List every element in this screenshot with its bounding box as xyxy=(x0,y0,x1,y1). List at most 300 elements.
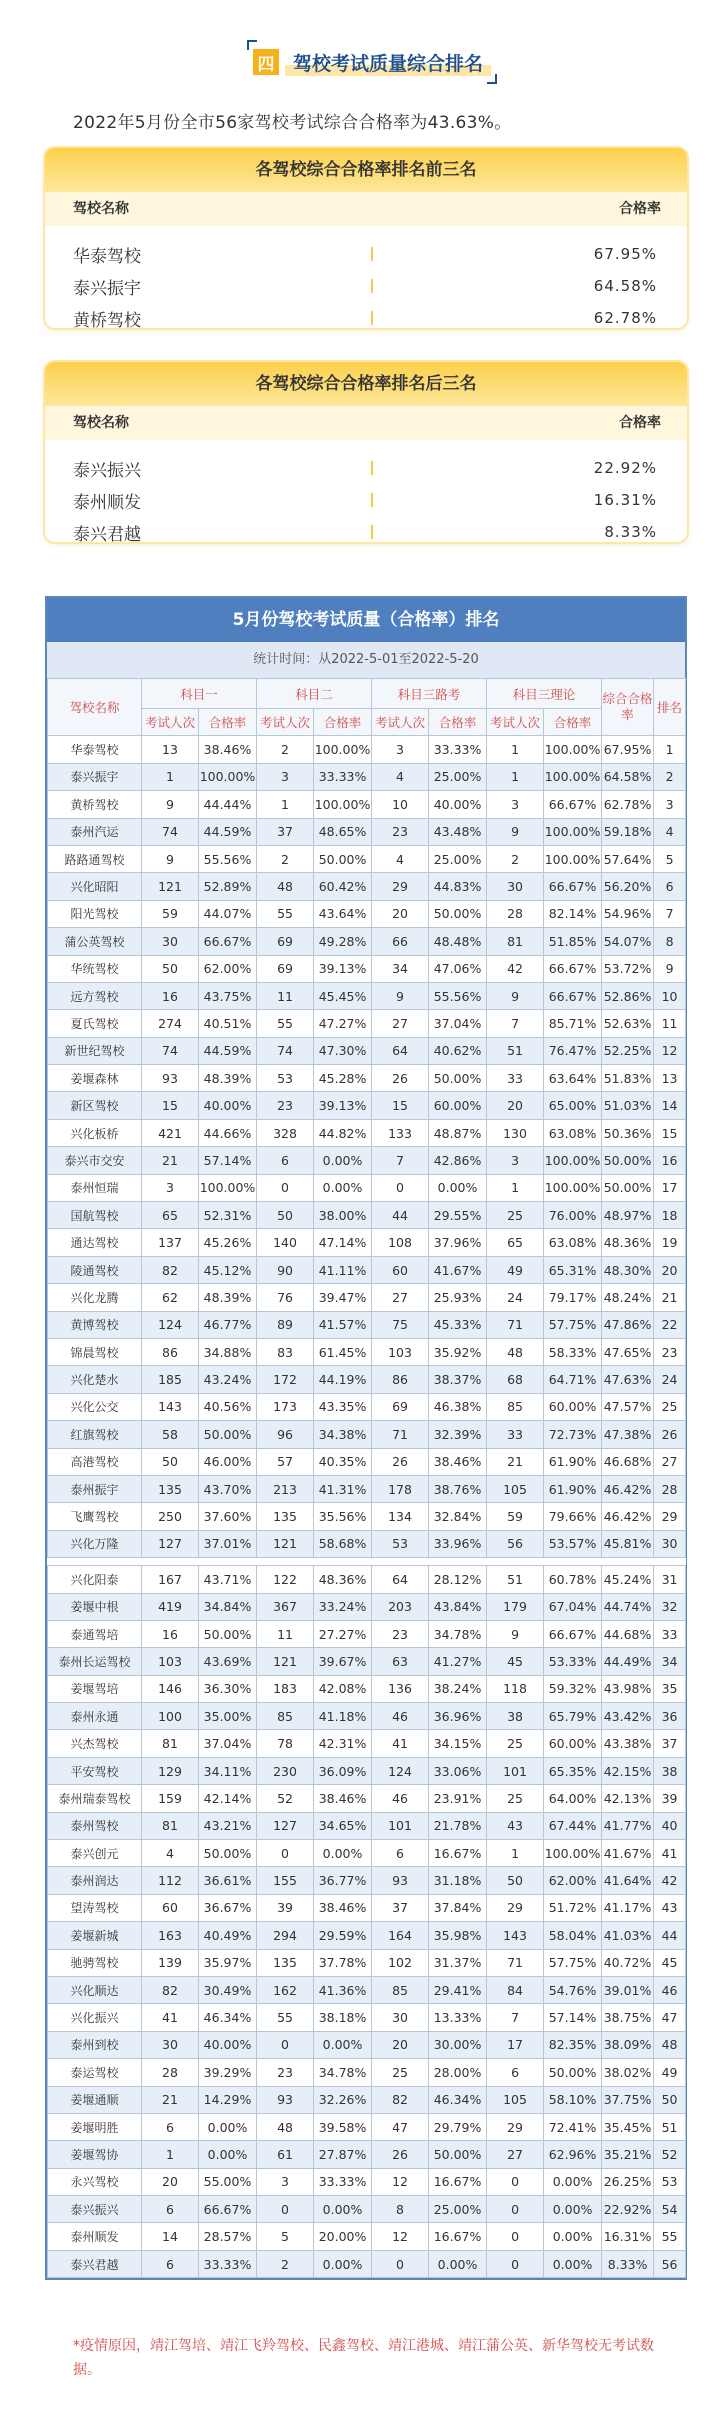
table-gap xyxy=(48,1558,686,1566)
cell-school: 新世纪驾校 xyxy=(48,1037,142,1064)
table-row xyxy=(48,1785,686,1812)
cell-value: 93 xyxy=(372,1867,429,1894)
cell-rank: 41 xyxy=(654,1840,686,1867)
table-row xyxy=(48,1949,686,1976)
cell-value: 105 xyxy=(487,2086,544,2113)
cell-value: 3 xyxy=(487,1147,544,1174)
cell-value: 38.46% xyxy=(314,1785,372,1812)
cell-total: 54.96% xyxy=(602,900,654,927)
cell-value: 50.00% xyxy=(429,2141,487,2168)
cell-total: 46.42% xyxy=(602,1475,654,1502)
cell-value: 159 xyxy=(142,1785,199,1812)
cell-value: 100.00% xyxy=(544,845,602,872)
pass-rate: 22.92% xyxy=(593,459,657,477)
cell-value: 65.00% xyxy=(544,1092,602,1119)
cell-value: 71 xyxy=(487,1949,544,1976)
cell-value: 89 xyxy=(257,1311,314,1338)
cell-value: 36.77% xyxy=(314,1867,372,1894)
cell-value: 43.69% xyxy=(199,1648,257,1675)
cell-value: 72.41% xyxy=(544,2113,602,2140)
cell-school: 姜堰驾培 xyxy=(48,1675,142,1702)
cell-value: 33.33% xyxy=(429,736,487,763)
cell-value: 12 xyxy=(372,2223,429,2250)
footnote: *疫情原因，靖江驾培、靖江飞羚驾校、民鑫驾校、靖江港城、靖江蒲公英、新华驾校无考试数据。 xyxy=(73,2338,654,2378)
cell-value: 40.49% xyxy=(199,1922,257,1949)
cell-value: 2 xyxy=(257,845,314,872)
cell-value: 47.30% xyxy=(314,1037,372,1064)
cell-value: 64 xyxy=(372,1037,429,1064)
cell-value: 45.45% xyxy=(314,982,372,1009)
cell-total: 47.86% xyxy=(602,1311,654,1338)
cell-value: 100.00% xyxy=(544,763,602,790)
cell-value: 57 xyxy=(257,1448,314,1475)
table-row xyxy=(48,955,686,982)
cell-school: 姜堰明胜 xyxy=(48,2113,142,2140)
cell-value: 82.14% xyxy=(544,900,602,927)
cell-total: 48.24% xyxy=(602,1284,654,1311)
cell-school: 泰通驾培 xyxy=(48,1620,142,1647)
cell-value: 4 xyxy=(372,763,429,790)
cell-value: 39.47% xyxy=(314,1284,372,1311)
cell-value: 66.67% xyxy=(544,791,602,818)
cell-value: 42.86% xyxy=(429,1147,487,1174)
cell-value: 64.71% xyxy=(544,1366,602,1393)
bottom3-list xyxy=(45,440,687,542)
cell-value: 57.75% xyxy=(544,1311,602,1338)
cell-total: 41.64% xyxy=(602,1867,654,1894)
cell-value: 69 xyxy=(257,955,314,982)
cell-value: 39.13% xyxy=(314,955,372,982)
cell-value: 38.24% xyxy=(429,1675,487,1702)
cell-total: 42.15% xyxy=(602,1757,654,1784)
cell-rank: 5 xyxy=(654,845,686,872)
cell-value: 41.67% xyxy=(429,1256,487,1283)
cell-school: 黄博驾校 xyxy=(48,1311,142,1338)
cell-rank: 37 xyxy=(654,1730,686,1757)
cell-value: 58.33% xyxy=(544,1338,602,1365)
cell-value: 32.26% xyxy=(314,2086,372,2113)
cell-total: 52.63% xyxy=(602,1010,654,1037)
cell-value: 25 xyxy=(487,1202,544,1229)
cell-school: 泰州永通 xyxy=(48,1703,142,1730)
table-row xyxy=(48,1867,686,1894)
cell-value: 121 xyxy=(142,873,199,900)
cell-value: 20 xyxy=(487,1092,544,1119)
cell-rank: 3 xyxy=(654,791,686,818)
cell-value: 143 xyxy=(142,1393,199,1420)
cell-value: 45.12% xyxy=(199,1256,257,1283)
cell-value: 35.00% xyxy=(199,1703,257,1730)
cell-value: 48.36% xyxy=(314,1566,372,1593)
cell-value: 2 xyxy=(257,2250,314,2277)
cell-value: 11 xyxy=(257,1620,314,1647)
cell-value: 48.48% xyxy=(429,928,487,955)
cell-value: 43.75% xyxy=(199,982,257,1009)
cell-value: 4 xyxy=(372,845,429,872)
cell-value: 27.87% xyxy=(314,2141,372,2168)
table-row xyxy=(48,1593,686,1620)
cell-value: 0 xyxy=(372,2250,429,2277)
cell-rank: 29 xyxy=(654,1503,686,1530)
cell-value: 30 xyxy=(372,2004,429,2031)
cell-total: 41.17% xyxy=(602,1894,654,1921)
cell-value: 5 xyxy=(257,2223,314,2250)
cell-total: 44.68% xyxy=(602,1620,654,1647)
cell-value: 250 xyxy=(142,1503,199,1530)
cell-value: 33.96% xyxy=(429,1530,487,1557)
table-row xyxy=(48,791,686,818)
cell-rank: 40 xyxy=(654,1812,686,1839)
cell-school: 兴化振兴 xyxy=(48,2004,142,2031)
cell-school: 泰州到校 xyxy=(48,2031,142,2058)
cell-value: 41 xyxy=(372,1730,429,1757)
cell-value: 40.00% xyxy=(199,2031,257,2058)
cell-school: 泰州长运驾校 xyxy=(48,1648,142,1675)
cell-value: 11 xyxy=(257,982,314,1009)
cell-value: 44.07% xyxy=(199,900,257,927)
cell-school: 锦晨驾校 xyxy=(48,1338,142,1365)
cell-school: 飞鹰驾校 xyxy=(48,1503,142,1530)
cell-total: 35.21% xyxy=(602,2141,654,2168)
th-k4: 科目三理论 xyxy=(487,679,602,709)
cell-value: 36.09% xyxy=(314,1757,372,1784)
cell-value: 21.78% xyxy=(429,1812,487,1839)
cell-value: 29.79% xyxy=(429,2113,487,2140)
cell-value: 63.08% xyxy=(544,1119,602,1146)
cell-value: 62.00% xyxy=(199,955,257,982)
cell-value: 127 xyxy=(257,1812,314,1839)
cell-value: 9 xyxy=(487,1620,544,1647)
cell-value: 1 xyxy=(142,2141,199,2168)
cell-total: 47.65% xyxy=(602,1338,654,1365)
cell-school: 永兴驾校 xyxy=(48,2168,142,2195)
cell-value: 63.64% xyxy=(544,1065,602,1092)
table-row xyxy=(48,2250,686,2277)
cell-total: 45.24% xyxy=(602,1566,654,1593)
cell-value: 50 xyxy=(487,1867,544,1894)
cell-value: 6 xyxy=(142,2250,199,2277)
table-row xyxy=(48,1119,686,1146)
cell-rank: 4 xyxy=(654,818,686,845)
cell-school: 夏氏驾校 xyxy=(48,1010,142,1037)
cell-value: 81 xyxy=(142,1730,199,1757)
cell-value: 34.78% xyxy=(314,2059,372,2086)
cell-total: 59.18% xyxy=(602,818,654,845)
cell-total: 44.74% xyxy=(602,1593,654,1620)
table-row xyxy=(48,845,686,872)
cell-rank: 56 xyxy=(654,2250,686,2277)
cell-value: 23 xyxy=(372,818,429,845)
cell-value: 66 xyxy=(372,928,429,955)
cell-value: 28.57% xyxy=(199,2223,257,2250)
cell-value: 39 xyxy=(257,1894,314,1921)
table-row xyxy=(48,1037,686,1064)
cell-school: 阳光驾校 xyxy=(48,900,142,927)
cell-value: 9 xyxy=(142,791,199,818)
table-row xyxy=(48,2168,686,2195)
cell-value: 45.28% xyxy=(314,1065,372,1092)
cell-school: 通达驾校 xyxy=(48,1229,142,1256)
cell-value: 100.00% xyxy=(544,736,602,763)
cell-value: 74 xyxy=(257,1037,314,1064)
section-title: 驾校考试质量综合排名 xyxy=(285,49,491,76)
th-cnt: 考试人次 xyxy=(372,709,429,736)
cell-total: 26.25% xyxy=(602,2168,654,2195)
cell-value: 67.04% xyxy=(544,1593,602,1620)
cell-value: 101 xyxy=(372,1812,429,1839)
cell-value: 43.24% xyxy=(199,1366,257,1393)
cell-value: 38.46% xyxy=(429,1448,487,1475)
cell-value: 40.51% xyxy=(199,1010,257,1037)
cell-value: 124 xyxy=(142,1311,199,1338)
cell-value: 102 xyxy=(372,1949,429,1976)
th-cnt: 考试人次 xyxy=(257,709,314,736)
cell-value: 34.65% xyxy=(314,1812,372,1839)
cell-value: 2 xyxy=(257,736,314,763)
cell-value: 100.00% xyxy=(544,1147,602,1174)
cell-value: 96 xyxy=(257,1421,314,1448)
cell-total: 38.75% xyxy=(602,2004,654,2031)
cell-rank: 35 xyxy=(654,1675,686,1702)
table-row xyxy=(48,1065,686,1092)
cell-school: 路路通驾校 xyxy=(48,845,142,872)
cell-value: 46 xyxy=(372,1785,429,1812)
cell-value: 43.84% xyxy=(429,1593,487,1620)
cell-school: 驰骋驾校 xyxy=(48,1949,142,1976)
cell-value: 34.84% xyxy=(199,1593,257,1620)
cell-value: 53 xyxy=(257,1065,314,1092)
cell-value: 0.00% xyxy=(314,1147,372,1174)
cell-value: 82.35% xyxy=(544,2031,602,2058)
cell-value: 25.00% xyxy=(429,763,487,790)
cell-value: 50.00% xyxy=(429,1065,487,1092)
cell-school: 陵通驾校 xyxy=(48,1256,142,1283)
cell-value: 50.00% xyxy=(314,845,372,872)
cell-value: 86 xyxy=(372,1366,429,1393)
col-rate: 合格率 xyxy=(619,415,661,431)
cell-value: 26 xyxy=(372,2141,429,2168)
table-row xyxy=(48,1922,686,1949)
cell-value: 178 xyxy=(372,1475,429,1502)
cell-total: 45.81% xyxy=(602,1530,654,1557)
table-row xyxy=(48,2141,686,2168)
cell-value: 66.67% xyxy=(544,873,602,900)
cell-value: 46.77% xyxy=(199,1311,257,1338)
table-row xyxy=(48,1894,686,1921)
cell-school: 泰运驾校 xyxy=(48,2059,142,2086)
cell-value: 38.37% xyxy=(429,1366,487,1393)
cell-value: 33.33% xyxy=(199,2250,257,2277)
cell-value: 23 xyxy=(257,2059,314,2086)
cell-rank: 54 xyxy=(654,2196,686,2223)
cell-value: 66.67% xyxy=(199,2196,257,2223)
cell-total: 52.86% xyxy=(602,982,654,1009)
table-row xyxy=(48,1648,686,1675)
pass-rate: 67.95% xyxy=(593,245,657,263)
cell-school: 远方驾校 xyxy=(48,982,142,1009)
cell-value: 20 xyxy=(372,900,429,927)
cell-value: 130 xyxy=(487,1119,544,1146)
cell-total: 38.09% xyxy=(602,2031,654,2058)
cell-value: 44 xyxy=(372,1202,429,1229)
cell-value: 49 xyxy=(487,1256,544,1283)
pass-rate: 64.58% xyxy=(593,277,657,295)
cell-value: 55.00% xyxy=(199,2168,257,2195)
cell-value: 328 xyxy=(257,1119,314,1146)
divider xyxy=(371,279,373,293)
cell-school: 泰州驾校 xyxy=(48,1812,142,1839)
cell-value: 20 xyxy=(142,2168,199,2195)
col-name: 驾校名称 xyxy=(73,201,129,217)
cell-value: 59 xyxy=(487,1503,544,1530)
cell-value: 294 xyxy=(257,1922,314,1949)
cell-value: 43.70% xyxy=(199,1475,257,1502)
cell-total: 53.72% xyxy=(602,955,654,982)
cell-value: 35.92% xyxy=(429,1338,487,1365)
bottom3-header xyxy=(45,406,687,440)
cell-rank: 22 xyxy=(654,1311,686,1338)
corner-decoration-icon xyxy=(247,40,257,50)
cell-value: 51.85% xyxy=(544,928,602,955)
cell-value: 7 xyxy=(372,1147,429,1174)
table-row xyxy=(48,873,686,900)
cell-value: 61 xyxy=(257,2141,314,2168)
cell-rank: 53 xyxy=(654,2168,686,2195)
cell-value: 146 xyxy=(142,1675,199,1702)
divider xyxy=(371,311,373,325)
cell-rank: 1 xyxy=(654,736,686,763)
cell-value: 62 xyxy=(142,1284,199,1311)
cell-value: 9 xyxy=(487,982,544,1009)
cell-value: 62.96% xyxy=(544,2141,602,2168)
cell-value: 31.18% xyxy=(429,1867,487,1894)
cell-total: 47.57% xyxy=(602,1393,654,1420)
cell-value: 37.04% xyxy=(429,1010,487,1037)
cell-value: 52.89% xyxy=(199,873,257,900)
cell-value: 41.36% xyxy=(314,1976,372,2003)
cell-value: 74 xyxy=(142,818,199,845)
cell-value: 4 xyxy=(142,1840,199,1867)
cell-total: 43.42% xyxy=(602,1703,654,1730)
cell-rank: 11 xyxy=(654,1010,686,1037)
cell-total: 50.36% xyxy=(602,1119,654,1146)
corner-decoration-icon xyxy=(487,74,497,84)
cell-value: 47 xyxy=(372,2113,429,2140)
cell-value: 53 xyxy=(372,1530,429,1557)
cell-value: 50 xyxy=(257,1202,314,1229)
cell-school: 新区驾校 xyxy=(48,1092,142,1119)
cell-rank: 46 xyxy=(654,1976,686,2003)
cell-rank: 13 xyxy=(654,1065,686,1092)
cell-school: 泰州振宇 xyxy=(48,1475,142,1502)
cell-school: 泰兴君越 xyxy=(48,2250,142,2277)
cell-value: 0 xyxy=(487,2250,544,2277)
cell-value: 9 xyxy=(142,845,199,872)
cell-school: 泰州恒瑞 xyxy=(48,1174,142,1201)
cell-value: 179 xyxy=(487,1593,544,1620)
col-rate: 合格率 xyxy=(619,201,661,217)
cell-school: 姜堰通顺 xyxy=(48,2086,142,2113)
table-row xyxy=(48,982,686,1009)
cell-value: 10 xyxy=(372,791,429,818)
cell-rank: 44 xyxy=(654,1922,686,1949)
cell-value: 100.00% xyxy=(199,763,257,790)
cell-value: 58.04% xyxy=(544,1922,602,1949)
cell-value: 16.67% xyxy=(429,2223,487,2250)
cell-value: 66.67% xyxy=(544,1620,602,1647)
cell-total: 37.75% xyxy=(602,2086,654,2113)
cell-value: 100 xyxy=(142,1703,199,1730)
cell-value: 50.00% xyxy=(429,900,487,927)
cell-value: 61.90% xyxy=(544,1448,602,1475)
cell-value: 29.55% xyxy=(429,1202,487,1229)
th-rate: 合格率 xyxy=(544,709,602,736)
cell-school: 兴杰驾校 xyxy=(48,1730,142,1757)
cell-value: 136 xyxy=(372,1675,429,1702)
cell-total: 41.03% xyxy=(602,1922,654,1949)
cell-value: 155 xyxy=(257,1867,314,1894)
cell-value: 82 xyxy=(142,1256,199,1283)
cell-rank: 55 xyxy=(654,2223,686,2250)
cell-value: 0 xyxy=(257,2031,314,2058)
cell-value: 0.00% xyxy=(544,2168,602,2195)
cell-total: 64.58% xyxy=(602,763,654,790)
cell-value: 0.00% xyxy=(314,2250,372,2277)
cell-value: 60.00% xyxy=(544,1393,602,1420)
ranking-table xyxy=(47,678,686,2278)
school-name: 华泰驾校 xyxy=(73,246,141,267)
cell-total: 51.83% xyxy=(602,1065,654,1092)
table-row xyxy=(48,1757,686,1784)
cell-value: 61.45% xyxy=(314,1338,372,1365)
cell-school: 泰州润达 xyxy=(48,1867,142,1894)
cell-total: 8.33% xyxy=(602,2250,654,2277)
cell-value: 29 xyxy=(487,1894,544,1921)
top3-list xyxy=(45,226,687,328)
cell-value: 3 xyxy=(372,736,429,763)
table-row xyxy=(48,1421,686,1448)
cell-value: 38 xyxy=(487,1703,544,1730)
cell-value: 47.14% xyxy=(314,1229,372,1256)
table-row xyxy=(48,1840,686,1867)
cell-value: 274 xyxy=(142,1010,199,1037)
top3-title: 各驾校综合合格率排名前三名 xyxy=(45,148,687,192)
section-heading xyxy=(253,44,491,80)
cell-value: 43.35% xyxy=(314,1393,372,1420)
cell-value: 0 xyxy=(487,2223,544,2250)
table-row xyxy=(48,1092,686,1119)
cell-rank: 51 xyxy=(654,2113,686,2140)
cell-value: 40.56% xyxy=(199,1393,257,1420)
cell-value: 33 xyxy=(487,1421,544,1448)
col-name: 驾校名称 xyxy=(73,415,129,431)
cell-rank: 49 xyxy=(654,2059,686,2086)
cell-value: 53.33% xyxy=(544,1648,602,1675)
cell-value: 1 xyxy=(487,1174,544,1201)
cell-value: 27 xyxy=(372,1010,429,1037)
cell-value: 0 xyxy=(257,1174,314,1201)
cell-value: 50 xyxy=(142,1448,199,1475)
cell-rank: 23 xyxy=(654,1338,686,1365)
table-row xyxy=(48,1174,686,1201)
cell-value: 14 xyxy=(142,2223,199,2250)
th-rate: 合格率 xyxy=(429,709,487,736)
cell-school: 红旗驾校 xyxy=(48,1421,142,1448)
table-row xyxy=(48,1256,686,1283)
cell-value: 26 xyxy=(372,1448,429,1475)
cell-value: 185 xyxy=(142,1366,199,1393)
cell-school: 高港驾校 xyxy=(48,1448,142,1475)
